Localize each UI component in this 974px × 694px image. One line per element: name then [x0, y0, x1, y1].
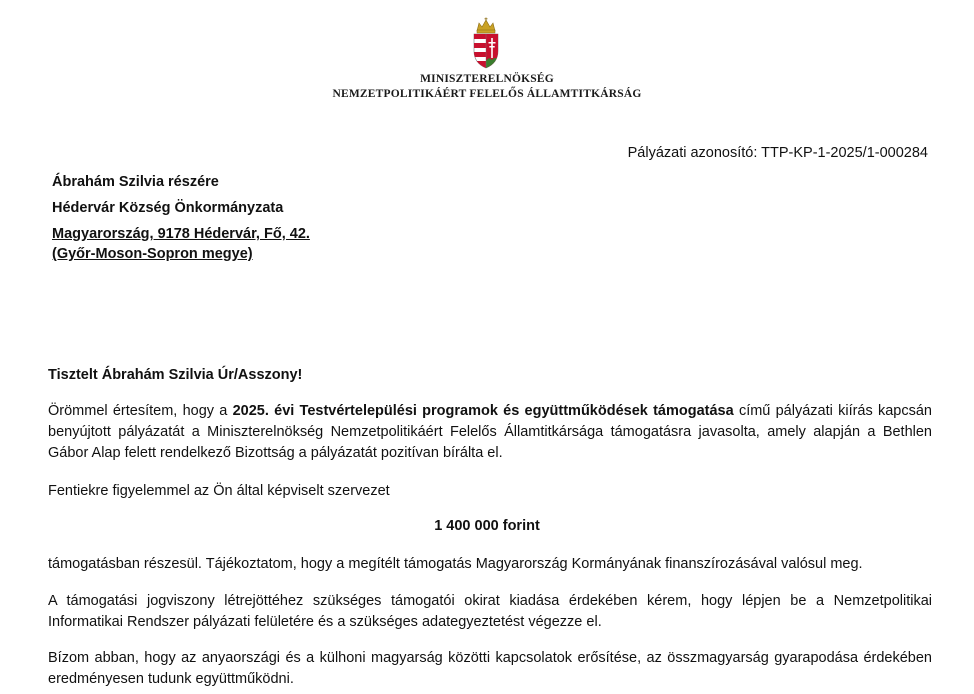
recipient-name: Ábrahám Szilvia részére	[52, 174, 219, 190]
grant-amount: 1 400 000 forint	[434, 518, 540, 534]
program-title: 2025. évi Testvértelepülési programok és együttműködések támogatása	[232, 403, 734, 419]
paragraph-organization: Fentiekre figyelemmel az Ön által képviselt szervezet	[48, 483, 390, 499]
recipient-organization: Hédervár Község Önkormányzata	[52, 200, 284, 216]
paragraph-notification-end: című pályázati kiírás kapcsán benyújtott pályázatát a Miniszterelnökség Nemzetpolitikáért Felelős Államtitkársága támogatásra javasolta, amely alapján a Bethlen Gábor Alap felett rendelkező Bizottság a pályázatát pozitívan bírálta el.	[48, 403, 932, 461]
recipient-address: Magyarország, 9178 Hédervár, Fő, 42.	[52, 226, 310, 242]
paragraph-instructions: A támogatási jogviszony létrejöttéhez szükséges támogatói okirat kiadása érdekében kérem, hogy lépjen be a Nemzetpolitikai Informatikai Rendszer pályázati felületére és a szükséges adategyeztetést végezze el.	[48, 593, 932, 630]
paragraph-notification	[48, 401, 932, 464]
salutation: Tisztelt Ábrahám Szilvia Úr/Asszony!	[48, 367, 303, 383]
secretariat-name: NEMZETPOLITIKÁÉRT FELELŐS ÁLLAMTITKÁRSÁG	[332, 88, 642, 100]
paragraph-closing: Bízom abban, hogy az anyaországi és a külhoni magyarság közötti kapcsolatok erősítése, az összmagyarság gyarapodása érdekében eredményesen tudunk együttműködni.	[48, 650, 932, 687]
ministry-name: MINISZTERELNÖKSÉG	[420, 73, 554, 85]
coat-of-arms-icon	[472, 17, 500, 69]
application-id: Pályázati azonosító: TTP-KP-1-2025/1-000284	[627, 145, 928, 161]
recipient-county: (Győr-Moson-Sopron megye)	[52, 246, 253, 262]
paragraph-support: támogatásban részesül. Tájékoztatom, hogy a megítélt támogatás Magyarország Kormányának finanszírozásával valósul meg.	[48, 556, 863, 572]
paragraph-notification-start: Örömmel értesítem, hogy a	[48, 403, 233, 419]
